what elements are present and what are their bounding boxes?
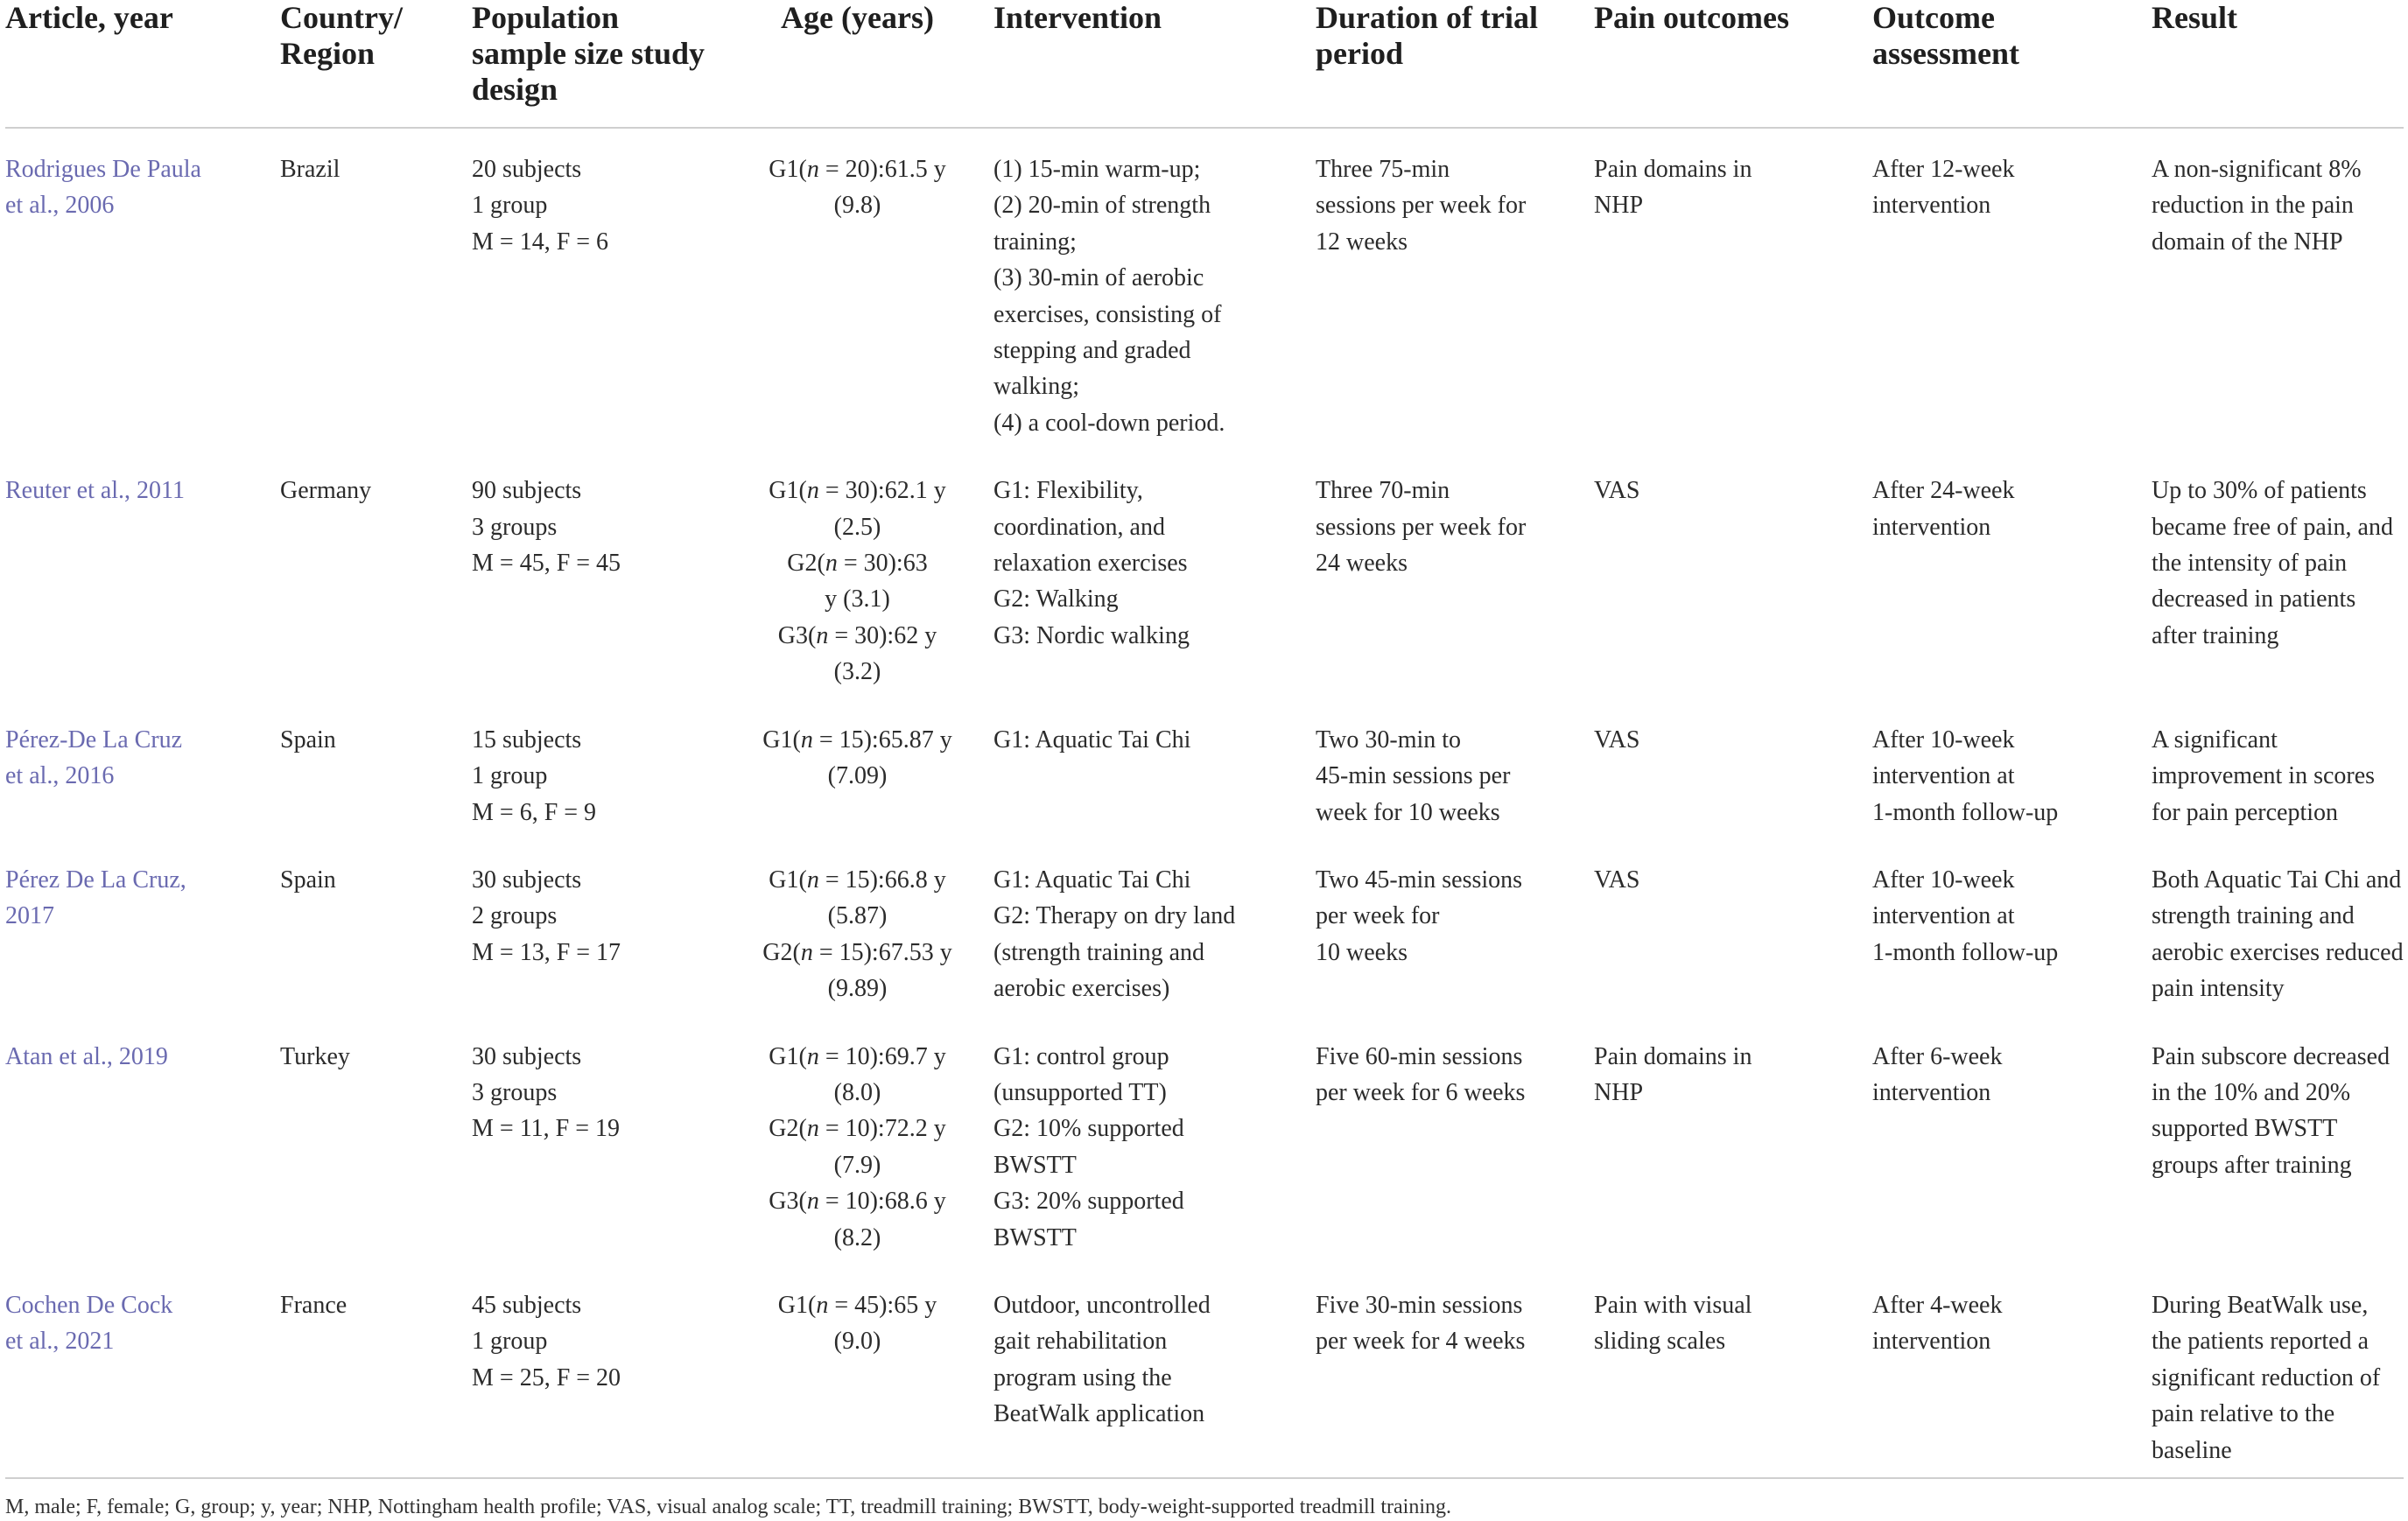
pain-outcomes-cell [1594, 1016, 1872, 1265]
assessment-cell-line: intervention [1872, 192, 1991, 220]
intervention-cell-line: G1: control group [993, 1042, 1169, 1070]
age-text: G1( [762, 725, 801, 753]
footnote-row [5, 1478, 2404, 1521]
table-body [5, 128, 2404, 1478]
assessment-cell-line: intervention [1872, 1078, 1991, 1106]
population-cell-line: 1 group [472, 1328, 548, 1356]
age-line [730, 1039, 985, 1075]
population-cell-line: M = 11, F = 19 [472, 1115, 621, 1143]
result-cell-line: Up to 30% of patients [2152, 477, 2367, 505]
pain-outcomes-cell-line: VAS [1594, 866, 1640, 894]
result-cell-line: A significant [2152, 725, 2278, 753]
age-n-symbol: n [806, 156, 819, 183]
article-cell-line: Reuter et al., 2011 [5, 477, 186, 505]
intervention-cell-line: walking; [993, 373, 1079, 401]
assessment-cell-line: intervention [1872, 1328, 1991, 1356]
result-cell [2152, 1265, 2404, 1478]
age-text: = 10):72.2 y [818, 1115, 946, 1143]
pain-outcomes-cell [1594, 450, 1872, 698]
population-cell-line: 30 subjects [472, 1042, 582, 1070]
population-cell-line: 20 subjects [472, 156, 582, 183]
intervention-cell [993, 1016, 1316, 1265]
table-header [5, 0, 2404, 128]
intervention-cell-line: BWSTT [993, 1151, 1077, 1179]
pain-outcomes-cell [1594, 128, 1872, 450]
assessment-cell-line: intervention [1872, 513, 1991, 541]
article-cell-line: Cochen De Cock [5, 1291, 173, 1319]
duration-cell-line: sessions per week for [1316, 513, 1527, 541]
population-cell [472, 450, 730, 698]
result-cell-line: pain intensity [2152, 975, 2285, 1003]
pain-outcomes-cell-line: VAS [1594, 477, 1640, 505]
age-text: = 15):66.8 y [818, 866, 946, 894]
duration-cell [1316, 128, 1594, 450]
result-cell-line: During BeatWalk use, [2152, 1291, 2369, 1319]
intervention-cell-line: G1: Aquatic Tai Chi [993, 866, 1191, 894]
result-cell-line: Both Aquatic Tai Chi and [2152, 866, 2402, 894]
population-cell-line: 1 group [472, 192, 548, 220]
result-cell-line: after training [2152, 621, 2279, 649]
intervention-cell-line: program using the [993, 1363, 1172, 1391]
result-cell-line: for pain perception [2152, 798, 2339, 826]
assessment-cell [1872, 450, 2152, 698]
age-n-symbol: n [825, 550, 838, 578]
article-cell-line: Pérez De La Cruz, [5, 866, 186, 894]
age-line [730, 935, 985, 971]
intervention-cell-line: BWSTT [993, 1223, 1077, 1251]
country-cell [280, 839, 472, 1016]
population-cell-line: M = 13, F = 17 [472, 938, 621, 966]
population-cell-line: M = 6, F = 9 [472, 798, 597, 826]
article-link[interactable] [5, 862, 271, 935]
population-cell [472, 128, 730, 450]
intervention-cell-line: exercises, consisting of [993, 300, 1222, 328]
intervention-cell-line: coordination, and [993, 513, 1165, 541]
duration-cell-line: per week for 6 weeks [1316, 1078, 1526, 1106]
pain-outcomes-cell-line: NHP [1594, 1078, 1644, 1106]
result-cell-line: became free of pain, and [2152, 513, 2393, 541]
result-cell-line: significant reduction of [2152, 1363, 2381, 1391]
population-cell-line: 90 subjects [472, 477, 582, 505]
pain-outcomes-cell [1594, 839, 1872, 1016]
intervention-cell-line: training; [993, 228, 1077, 256]
assessment-cell [1872, 1016, 2152, 1265]
age-text: G2( [762, 938, 801, 966]
duration-cell-line: per week for [1316, 902, 1440, 930]
age-line [730, 1183, 985, 1219]
age-line [730, 862, 985, 898]
article-cell[interactable] [5, 699, 280, 839]
population-cell-line: 2 groups [472, 902, 558, 930]
intervention-cell [993, 128, 1316, 450]
table-footer [5, 1478, 2404, 1521]
intervention-cell-line: (2) 20-min of strength [993, 192, 1211, 220]
age-line: (7.9) [833, 1151, 881, 1179]
header-duration: Duration of trial period [1316, 0, 1594, 128]
assessment-cell-line: intervention at [1872, 762, 2015, 790]
country-cell [280, 699, 472, 839]
intervention-cell-line: G1: Aquatic Tai Chi [993, 725, 1191, 753]
pain-outcomes-cell-line: Pain domains in [1594, 1042, 1752, 1070]
intervention-cell-line: (strength training and [993, 938, 1205, 966]
header-country: Country/ Region [280, 0, 472, 128]
assessment-cell [1872, 1265, 2152, 1478]
age-line: (2.5) [833, 513, 881, 541]
assessment-cell [1872, 699, 2152, 839]
duration-cell-line: 24 weeks [1316, 550, 1408, 578]
duration-cell [1316, 450, 1594, 698]
result-cell-line: aerobic exercises reduced [2152, 938, 2404, 966]
article-cell-line: et al., 2016 [5, 762, 115, 790]
age-line: (8.2) [833, 1223, 881, 1251]
population-cell-line: M = 14, F = 6 [472, 228, 609, 256]
age-line [730, 1111, 985, 1146]
duration-cell-line: per week for 4 weeks [1316, 1328, 1526, 1356]
age-text: G1( [769, 156, 807, 183]
intervention-cell-line: (unsupported TT) [993, 1078, 1167, 1106]
age-line: (9.0) [833, 1328, 881, 1356]
duration-cell [1316, 1265, 1594, 1478]
intervention-cell-line: G2: Therapy on dry land [993, 902, 1236, 930]
pain-outcomes-cell [1594, 699, 1872, 839]
assessment-cell-line: After 12-week [1872, 156, 2015, 183]
pain-outcomes-cell-line: VAS [1594, 725, 1640, 753]
table-row [5, 1265, 2404, 1478]
article-link[interactable] [5, 473, 271, 508]
age-text: = 20):61.5 y [818, 156, 946, 183]
country-cell [280, 128, 472, 450]
age-n-symbol: n [806, 477, 819, 505]
result-cell-line: supported BWSTT [2152, 1115, 2338, 1143]
age-line: (9.8) [833, 192, 881, 220]
pain-outcomes-cell-line: NHP [1594, 192, 1644, 220]
result-cell-line: strength training and [2152, 902, 2355, 930]
age-text: G1( [777, 1291, 817, 1319]
intervention-cell [993, 839, 1316, 1016]
duration-cell-line: sessions per week for [1316, 192, 1527, 220]
assessment-cell-line: After 10-week [1872, 866, 2015, 894]
age-line [730, 151, 985, 187]
duration-cell-line: 12 weeks [1316, 228, 1408, 256]
duration-cell-line: Five 60-min sessions [1316, 1042, 1523, 1070]
country-cell-line: Turkey [280, 1042, 350, 1070]
age-n-symbol: n [816, 621, 829, 649]
intervention-cell-line: G3: Nordic walking [993, 621, 1190, 649]
intervention-cell-line: G1: Flexibility, [993, 477, 1143, 505]
country-cell [280, 1016, 472, 1265]
result-cell-line: baseline [2152, 1436, 2232, 1464]
article-cell-line: Pérez-De La Cruz [5, 725, 183, 753]
population-cell [472, 699, 730, 839]
age-text: = 30):63 [837, 550, 928, 578]
population-cell-line: M = 45, F = 45 [472, 550, 621, 578]
age-text: G3( [769, 1188, 807, 1216]
result-cell-line: domain of the NHP [2152, 228, 2343, 256]
result-cell-line: decreased in patients [2152, 585, 2356, 613]
duration-cell-line: 45-min sessions per [1316, 762, 1511, 790]
age-line: (8.0) [833, 1078, 881, 1106]
age-cell [730, 450, 993, 698]
study-characteristics-table [5, 0, 2404, 1521]
pain-outcomes-cell [1594, 1265, 1872, 1478]
assessment-cell-line: 1-month follow-up [1872, 798, 2059, 826]
duration-cell-line: Two 30-min to [1316, 725, 1462, 753]
intervention-cell [993, 699, 1316, 839]
age-text: = 15):65.87 y [812, 725, 952, 753]
intervention-cell-line: G2: Walking [993, 585, 1119, 613]
age-text: = 15):67.53 y [812, 938, 952, 966]
duration-cell [1316, 1016, 1594, 1265]
result-cell-line: Pain subscore decreased [2152, 1042, 2390, 1070]
intervention-cell-line: relaxation exercises [993, 550, 1188, 578]
header-pain-outcomes: Pain outcomes [1594, 0, 1872, 128]
age-text: = 10):69.7 y [818, 1042, 946, 1070]
result-cell-line: improvement in scores [2152, 762, 2376, 790]
assessment-cell-line: After 6-week [1872, 1042, 2003, 1070]
country-cell-line: Germany [280, 477, 372, 505]
age-cell [730, 839, 993, 1016]
population-cell-line: 30 subjects [472, 866, 582, 894]
header-intervention: Intervention [993, 0, 1316, 128]
population-cell-line: 1 group [472, 762, 548, 790]
age-line: (3.2) [833, 658, 881, 686]
intervention-cell-line: G3: 20% supported [993, 1188, 1184, 1216]
article-cell[interactable] [5, 128, 280, 450]
age-n-symbol: n [800, 938, 813, 966]
result-cell-line: the patients reported a [2152, 1328, 2369, 1356]
article-cell-line: 2017 [5, 902, 54, 930]
age-line [730, 618, 985, 654]
assessment-cell-line: 1-month follow-up [1872, 938, 2059, 966]
article-cell[interactable] [5, 1265, 280, 1478]
table-row [5, 450, 2404, 698]
age-text: G2( [787, 550, 825, 578]
duration-cell-line: Three 70-min [1316, 477, 1450, 505]
article-cell[interactable] [5, 1016, 280, 1265]
article-link[interactable] [5, 151, 271, 224]
result-cell-line: the intensity of pain [2152, 550, 2348, 578]
result-cell [2152, 450, 2404, 698]
footnote: M, male; F, female; G, group; y, year; NHP, Nottingham health profile; VAS, visual analog scale; TT, treadmill training; BWSTT, body-weight-supported treadmill training. [5, 1478, 2404, 1521]
header-age: Age (years) [730, 0, 993, 128]
age-cell [730, 1265, 993, 1478]
age-line: (9.89) [827, 975, 888, 1003]
age-cell [730, 128, 993, 450]
age-line [730, 722, 985, 758]
age-text: = 30):62 y [828, 621, 937, 649]
population-cell [472, 1265, 730, 1478]
age-line [730, 1287, 985, 1323]
result-cell-line: pain relative to the [2152, 1400, 2335, 1428]
duration-cell-line: week for 10 weeks [1316, 798, 1500, 826]
result-cell-line: reduction in the pain [2152, 192, 2354, 220]
age-text: G1( [769, 866, 807, 894]
age-text: = 45):65 y [828, 1291, 937, 1319]
intervention-cell-line: Outdoor, uncontrolled [993, 1291, 1211, 1319]
article-cell-line: Rodrigues De Paula [5, 156, 201, 183]
age-cell [730, 1016, 993, 1265]
intervention-cell-line: stepping and graded [993, 337, 1191, 365]
duration-cell [1316, 699, 1594, 839]
article-link[interactable] [5, 1039, 271, 1075]
country-cell-line: Spain [280, 725, 336, 753]
age-n-symbol: n [806, 866, 819, 894]
country-cell [280, 1265, 472, 1478]
age-text: = 10):68.6 y [818, 1188, 946, 1216]
duration-cell-line: Two 45-min sessions [1316, 866, 1523, 894]
table-row [5, 128, 2404, 450]
population-cell-line: M = 25, F = 20 [472, 1363, 621, 1391]
age-line: (5.87) [827, 902, 888, 930]
age-n-symbol: n [800, 725, 813, 753]
result-cell [2152, 1016, 2404, 1265]
result-cell [2152, 699, 2404, 839]
assessment-cell [1872, 128, 2152, 450]
header-row [5, 0, 2404, 128]
assessment-cell [1872, 839, 2152, 1016]
intervention-cell-line: G2: 10% supported [993, 1115, 1184, 1143]
country-cell-line: Spain [280, 866, 336, 894]
country-cell-line: France [280, 1291, 348, 1319]
intervention-cell-line: BeatWalk application [993, 1400, 1205, 1428]
result-cell [2152, 128, 2404, 450]
article-cell-line: et al., 2021 [5, 1328, 115, 1356]
pain-outcomes-cell-line: Pain with visual [1594, 1291, 1752, 1319]
article-link[interactable] [5, 1287, 271, 1360]
age-n-symbol: n [816, 1291, 829, 1319]
age-text: G3( [777, 621, 817, 649]
table-row [5, 699, 2404, 839]
duration-cell-line: 10 weeks [1316, 938, 1408, 966]
age-text: G2( [769, 1115, 807, 1143]
age-n-symbol: n [806, 1115, 819, 1143]
intervention-cell [993, 450, 1316, 698]
header-population: Population sample size study design [472, 0, 730, 128]
result-cell-line: A non-significant 8% [2152, 156, 2362, 183]
header-outcome-assessment: Outcome assessment [1872, 0, 2152, 128]
header-article: Article, year [5, 0, 280, 128]
result-cell-line: in the 10% and 20% [2152, 1078, 2351, 1106]
assessment-cell-line: After 24-week [1872, 477, 2015, 505]
age-line: y (3.1) [825, 585, 890, 613]
article-cell[interactable] [5, 450, 280, 698]
country-cell [280, 450, 472, 698]
population-cell-line: 3 groups [472, 513, 558, 541]
assessment-cell-line: After 10-week [1872, 725, 2015, 753]
duration-cell-line: Three 75-min [1316, 156, 1450, 183]
age-line [730, 545, 985, 581]
intervention-cell-line: (3) 30-min of aerobic [993, 264, 1204, 292]
assessment-cell-line: After 4-week [1872, 1291, 2003, 1319]
population-cell-line: 3 groups [472, 1078, 558, 1106]
age-text: G1( [769, 1042, 807, 1070]
header-result: Result [2152, 0, 2404, 128]
article-link[interactable] [5, 722, 271, 795]
duration-cell [1316, 839, 1594, 1016]
intervention-cell [993, 1265, 1316, 1478]
age-n-symbol: n [806, 1188, 819, 1216]
age-n-symbol: n [806, 1042, 819, 1070]
table-row [5, 839, 2404, 1016]
population-cell-line: 15 subjects [472, 725, 582, 753]
assessment-cell-line: intervention at [1872, 902, 2015, 930]
age-line [730, 473, 985, 508]
result-cell-line: groups after training [2152, 1151, 2352, 1179]
intervention-cell-line: gait rehabilitation [993, 1328, 1168, 1356]
age-text: G1( [769, 477, 807, 505]
duration-cell-line: Five 30-min sessions [1316, 1291, 1523, 1319]
article-cell-line: Atan et al., 2019 [5, 1042, 168, 1070]
intervention-cell-line: aerobic exercises) [993, 975, 1170, 1003]
intervention-cell-line: (4) a cool-down period. [993, 409, 1225, 437]
country-cell-line: Brazil [280, 156, 340, 183]
population-cell [472, 839, 730, 1016]
result-cell [2152, 839, 2404, 1016]
age-line: (7.09) [827, 762, 888, 790]
article-cell[interactable] [5, 839, 280, 1016]
population-cell [472, 1016, 730, 1265]
population-cell-line: 45 subjects [472, 1291, 582, 1319]
pain-outcomes-cell-line: Pain domains in [1594, 156, 1752, 183]
age-text: = 30):62.1 y [818, 477, 946, 505]
pain-outcomes-cell-line: sliding scales [1594, 1328, 1726, 1356]
table-row [5, 1016, 2404, 1265]
age-cell [730, 699, 993, 839]
article-cell-line: et al., 2006 [5, 192, 115, 220]
intervention-cell-line: (1) 15-min warm-up; [993, 156, 1201, 183]
